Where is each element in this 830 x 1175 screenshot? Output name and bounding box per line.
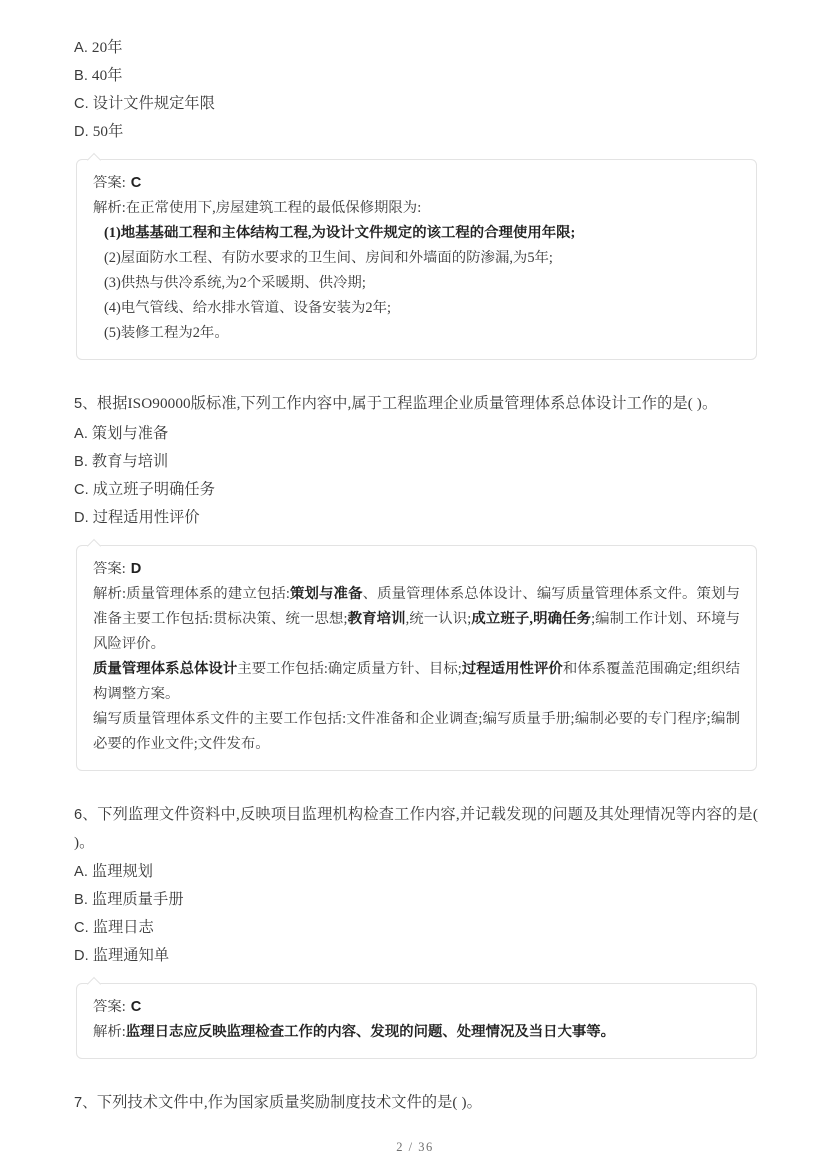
explanation-text: (3)供热与供冷系统,为2个采暖期、供冷期; — [104, 275, 366, 291]
option-text: 50年 — [92, 123, 124, 140]
option-list-top — [74, 34, 758, 146]
option-text: 40年 — [91, 67, 123, 84]
explanation-body — [93, 582, 740, 757]
explanation-line — [93, 657, 740, 707]
answer-line — [93, 171, 740, 196]
answer-value: C — [130, 999, 142, 1015]
option-letter: A. — [74, 40, 88, 56]
explanation-emphasis: 过程适用性评价 — [461, 661, 563, 677]
explanation-line — [93, 582, 740, 657]
answer-line — [93, 995, 740, 1020]
option-letter: C. — [74, 920, 89, 936]
answer-label: 答案: — [93, 999, 126, 1015]
explanation-text: 解析:质量管理体系的建立包括: — [93, 586, 290, 602]
explanation-emphasis: 成立班子,明确任务 — [471, 611, 592, 627]
question-stem — [74, 801, 758, 856]
question-stem — [74, 1089, 758, 1117]
option-item — [74, 420, 758, 448]
option-text: 过程适用性评价 — [92, 509, 200, 526]
option-letter: D. — [74, 124, 89, 140]
explanation-text: 、质量管理体系总体设计、编写质量管理体系文件。策划与准备主要工作包括:贯标决策、统一思想; — [93, 586, 740, 627]
option-item — [74, 914, 758, 942]
option-letter: C. — [74, 482, 89, 498]
option-item — [74, 858, 758, 886]
option-letter: B. — [74, 68, 88, 84]
question-block-7 — [74, 1089, 758, 1117]
explanation-text: 解析: — [93, 1024, 126, 1040]
option-letter: B. — [74, 892, 88, 908]
explanation-text: ,统一认识; — [405, 611, 472, 627]
explanation-line — [93, 296, 740, 321]
option-item — [74, 118, 758, 146]
question-number: 7、 — [74, 1095, 97, 1111]
page-footer: 2 / 36 — [396, 1140, 434, 1154]
option-item — [74, 942, 758, 970]
option-item — [74, 34, 758, 62]
option-letter: A. — [74, 864, 88, 880]
option-letter: B. — [74, 454, 88, 470]
question-stem — [74, 390, 758, 418]
explanation-line — [93, 246, 740, 271]
callout-notch-icon — [87, 539, 101, 553]
answer-card — [76, 159, 757, 360]
spacer — [74, 771, 758, 801]
answer-value: D — [130, 561, 142, 577]
option-letter: C. — [74, 96, 89, 112]
explanation-line — [93, 707, 740, 757]
option-letter: A. — [74, 426, 88, 442]
explanation-emphasis: 策划与准备 — [289, 586, 363, 602]
question-stem-text: 下列技术文件中,作为国家质量奖励制度技术文件的是( )。 — [96, 1094, 482, 1111]
answer-label: 答案: — [93, 561, 126, 577]
option-text: 策划与准备 — [91, 425, 169, 442]
page-content — [74, 34, 758, 1119]
option-text: 成立班子明确任务 — [92, 481, 216, 498]
callout-notch-icon — [87, 977, 101, 991]
question-number: 5、 — [74, 396, 97, 412]
explanation-line — [93, 321, 740, 346]
explanation-text: ;编制工作计划、环境与风险评价。 — [93, 611, 741, 652]
question-block-6 — [74, 801, 758, 1059]
option-text: 监理质量手册 — [91, 891, 184, 908]
explanation-body — [93, 196, 740, 346]
option-text: 设计文件规定年限 — [92, 95, 216, 112]
answer-value: C — [130, 175, 142, 191]
option-letter: D. — [74, 510, 89, 526]
spacer — [74, 1059, 758, 1089]
explanation-emphasis: (1)地基基础工程和主体结构工程,为设计文件规定的该工程的合理使用年限; — [104, 225, 576, 241]
callout-notch-icon — [87, 153, 101, 167]
explanation-line — [93, 221, 740, 246]
answer-card — [76, 545, 757, 771]
question-block-5 — [74, 390, 758, 771]
option-text: 20年 — [91, 39, 123, 56]
explanation-body — [93, 1020, 740, 1045]
option-item — [74, 504, 758, 532]
option-item — [74, 62, 758, 90]
explanation-emphasis: 质量管理体系总体设计 — [93, 661, 238, 677]
spacer — [74, 360, 758, 390]
option-letter: D. — [74, 948, 89, 964]
option-text: 监理日志 — [92, 919, 154, 936]
option-text: 监理规划 — [91, 863, 154, 880]
option-text: 教育与培训 — [91, 453, 169, 470]
explanation-text: 解析:在正常使用下,房屋建筑工程的最低保修期限为: — [93, 200, 422, 216]
explanation-text: 和体系覆盖范围确定;组织结构调整方案。 — [93, 661, 740, 702]
option-item — [74, 476, 758, 504]
answer-label: 答案: — [93, 175, 126, 191]
explanation-text: (2)屋面防水工程、有防水要求的卫生间、房间和外墙面的防渗漏,为5年; — [104, 250, 553, 266]
explanation-text: (5)装修工程为2年。 — [104, 325, 229, 341]
explanation-emphasis: 教育培训 — [347, 611, 406, 627]
explanation-emphasis: 监理日志应反映监理检查工作的内容、发现的问题、处理情况及当日大事等。 — [125, 1024, 616, 1040]
answer-line — [93, 557, 740, 582]
explanation-text: 主要工作包括:确定质量方针、目标; — [237, 661, 462, 677]
option-item — [74, 448, 758, 476]
option-item — [74, 886, 758, 914]
question-stem-text: 根据ISO90000版标准,下列工作内容中,属于工程监理企业质量管理体系总体设计工作的是( )。 — [96, 395, 718, 412]
explanation-line — [93, 271, 740, 296]
explanation-line — [93, 196, 740, 221]
option-text: 监理通知单 — [92, 947, 170, 964]
explanation-text: 编写质量管理体系文件的主要工作包括:文件准备和企业调查;编写质量手册;编制必要的专门程序;编制必要的作业文件;文件发布。 — [93, 711, 740, 752]
explanation-text: (4)电气管线、给水排水管道、设备安装为2年; — [104, 300, 392, 316]
option-item — [74, 90, 758, 118]
explanation-line — [93, 1020, 740, 1045]
answer-card — [76, 983, 757, 1059]
question-stem-text: 下列监理文件资料中,反映项目监理机构检查工作内容,并记载发现的问题及其处理情况等内容的是( )。 — [74, 806, 758, 851]
question-number: 6、 — [74, 807, 98, 823]
